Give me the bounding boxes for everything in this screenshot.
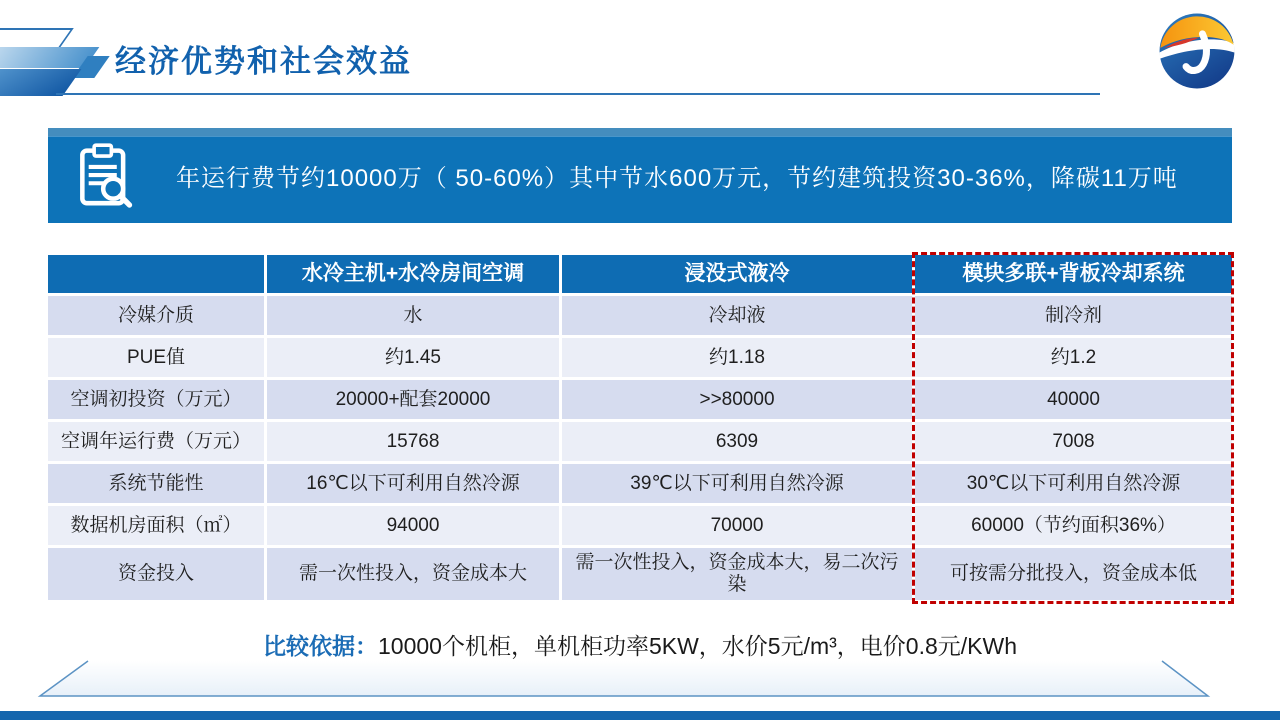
data-cell: 约1.45 [267, 338, 559, 377]
data-cell: 约1.18 [562, 338, 912, 377]
data-cell: 约1.2 [915, 338, 1232, 377]
data-cell: 水 [267, 296, 559, 335]
comparison-table [48, 255, 1232, 600]
row-label: PUE值 [48, 338, 264, 377]
data-cell: 需一次性投入，资金成本大 [267, 548, 559, 600]
bottom-bar [0, 711, 1280, 720]
column-header-immersion: 浸没式液冷 [562, 255, 912, 293]
row-label: 空调初投资（万元） [48, 380, 264, 419]
row-label: 资金投入 [48, 548, 264, 600]
column-header-water: 水冷主机+水冷房间空调 [267, 255, 559, 293]
title-underline [56, 93, 1100, 95]
column-header-modular: 模块多联+背板冷却系统 [915, 255, 1232, 293]
column-header-empty [48, 255, 264, 293]
row-label: 冷媒介质 [48, 296, 264, 335]
data-cell: 40000 [915, 380, 1232, 419]
data-cell: 20000+配套20000 [267, 380, 559, 419]
data-cell: 6309 [562, 422, 912, 461]
row-label: 系统节能性 [48, 464, 264, 503]
deco-parallelogram-big [0, 69, 81, 96]
banner-text: 年运行费节约10000万（ 50-60%）其中节水600万元，节约建筑投资30-36%，降碳11万吨 [176, 165, 1178, 192]
data-cell: 39℃以下可利用自然冷源 [562, 464, 912, 503]
data-cell: 94000 [267, 506, 559, 545]
data-cell: 可按需分批投入，资金成本低 [915, 548, 1232, 600]
summary-banner [48, 128, 1232, 223]
data-cell: 16℃以下可利用自然冷源 [267, 464, 559, 503]
perspective-trapezoid [0, 650, 1280, 710]
comparison-basis-text: 10000个机柜，单机柜功率5KW，水价5元/m³，电价0.8元/KWh [377, 633, 1017, 659]
data-cell: 需一次性投入，资金成本大，易二次污染 [562, 548, 912, 600]
comparison-basis-label: 比较依据： [262, 633, 378, 659]
page-title: 经济优势和社会效益 [115, 44, 412, 79]
company-logo [1158, 12, 1236, 90]
row-label: 数据机房面积（㎡） [48, 506, 264, 545]
clipboard-search-icon [76, 143, 134, 209]
data-cell: >>80000 [562, 380, 912, 419]
data-cell: 冷却液 [562, 296, 912, 335]
data-cell: 制冷剂 [915, 296, 1232, 335]
data-cell: 60000（节约面积36%） [915, 506, 1232, 545]
data-cell: 7008 [915, 422, 1232, 461]
data-cell: 30℃以下可利用自然冷源 [915, 464, 1232, 503]
row-label: 空调年运行费（万元） [48, 422, 264, 461]
data-cell: 70000 [562, 506, 912, 545]
data-cell: 15768 [267, 422, 559, 461]
